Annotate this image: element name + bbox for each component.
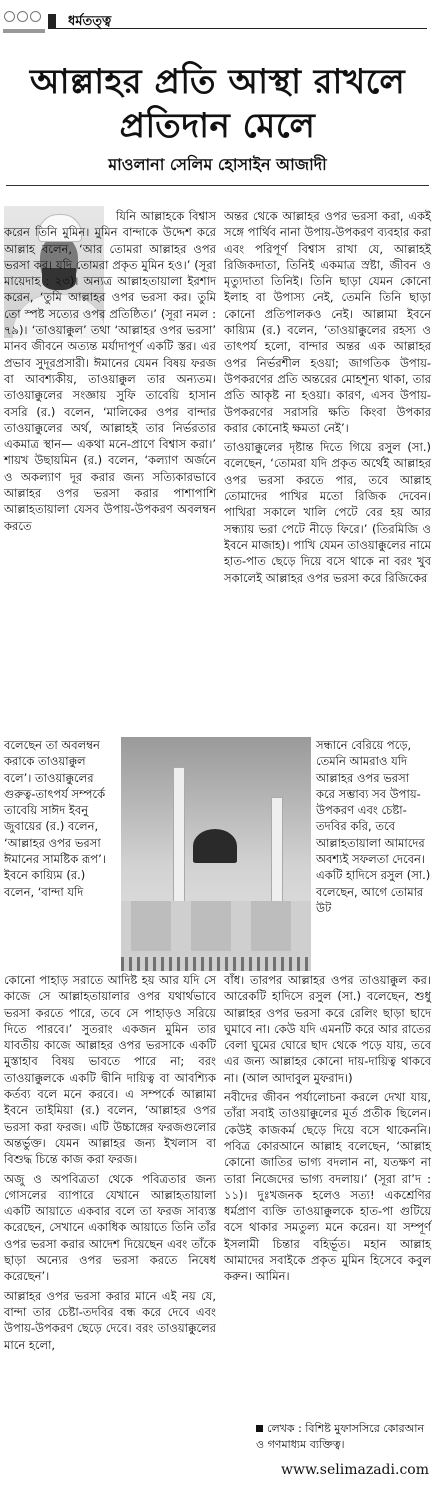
bullet-square-icon xyxy=(256,1425,263,1432)
newspaper-logo xyxy=(3,8,43,34)
mosque-photo xyxy=(121,737,311,971)
page-header xyxy=(0,0,435,40)
paragraph: অন্তর থেকে আল্লাহর ওপর ভরসা করা, একই সঙ্গে পার্থিব নানা উপায়-উপকরণ ব্যবহার করা এবং পরিপূর্ণ বিশ্বাস রাখা যে, আল্লাহই রিজিকদাতা, তিনিই একমাত্র স্রষ্টা, জীবন ও মৃত্যুদাতা তিনিই। তিনি ছাড়া যেমন কোনো ইলাহ বা উপাস্য নেই, তেমনি তিনি ছাড়া কোনো প্রতিপালকও নেই। আল্লামা ইবনে কায়্যিম (র.) বলেন, ‘তাওয়াক্কুলের রহস্য ও তাৎপর্য হলো, বান্দার অন্তর এক আল্লাহর ওপর নির্ভরশীল হওয়া; জাগতিক উপায়-উপকরণের প্রতি অন্তরের মোহশূন্য থাকা, তার প্রতি আকৃষ্ট না হওয়া। কারণ, এসব উপায়-উপকরণের সরাসরি ক্ষতি কিংবা উপকার করার কোনোই ক্ষমতা নেই’। xyxy=(224,209,431,435)
column-right-wrap: সন্ধানে বেরিয়ে পড়ে, তেমনি আমরাও যদি আল্লাহর ওপর ভরসা করে সম্ভাব্য সব উপায়-উপকরণ এবং চেষ্টা-তদবির করি, তবে আল্লাহতায়ালা আমাদের অবশ্যই সফলতা দেবেন। একটি হাদিসে রসুল (সা.) বলেছেন, আগে তোমার উট xyxy=(316,738,431,915)
paragraph-lead: যিনি আল্লাহকে বিশ্বাস করেন তিনি মুমিন। মুমিন বান্দাকে উদ্দেশ করে আল্লাহ বলেন, ‘আর তোমরা আল্লাহর ওপর ভরসা কর। যদি তোমরা প্রকৃত মুমিন হও।’ (সূরা মায়েদাহ : ২৩)। অন্যত্র আল্লাহতায়ালা ইরশাদ করেন, ‘তুমি আল্লাহর ওপর ভরসা কর। তুমি তো স্পষ্ট সত্যের ওপর প্রতিষ্ঠিত।’ (সূরা নমল : ৭৯)। ‘তাওয়াক্কুল’ তথা ‘আল্লাহর ওপর ভরসা’ মানব জীবনে অত্যন্ত মর্যাদাপূর্ণ একটি স্তর। এর প্রভাব সুদূরপ্রসারী। ঈমানের যেমন বিষয় ফরজ বা আবশ্যকীয়, তাওয়াক্কুল তার অন্যতম। তাওয়াক্কুলের সংজ্ঞায় সুফি তাবেয়ি হাসান বসরি (র.) বলেন, ‘মালিকের ওপর বান্দার তাওয়াক্কুলের অর্থ, আল্লাহই তার নির্ভরতার একমাত্র স্থান— একথা মনে-প্রাণে বিশ্বাস করা।’ শায়খ উছায়মিন (র.) বলেন, ‘কল্যাণ অর্জনে ও অকল্যাণ দূর করার জন্য সত্যিকারভাবে আল্লাহর ওপর ভরসা করার পাশাপাশি আল্লাহতায়ালা যেসব উপায়-উপকরণ অবলম্বন করতে xyxy=(4,209,216,533)
paragraph: আল্লাহর ওপর ভরসা করার মানে এই নয় যে, বান্দা তার চেষ্টা-তদবির বন্ধ করে দেবে এবং উপায়-উপকরণ ছেড়ে দেবে। বরং তাওয়াক্কুলের মানে হলো, xyxy=(4,1288,216,1352)
column-left xyxy=(4,208,216,537)
article-title: আল্লাহর প্রতি আস্থা রাখলে প্রতিদান মেলে xyxy=(29,62,406,146)
section-rule xyxy=(48,28,427,29)
title-divider xyxy=(6,185,429,186)
column-left-bottom xyxy=(4,972,216,1356)
paragraph: নবীদের জীবন পর্যালোচনা করলে দেখা যায়, তাঁরা সবাই তাওয়াক্কুলের মূর্ত প্রতীক ছিলেন। কেউই কাজকর্ম ছেড়ে দিয়ে বসে থাকেননি। পবিত্র কোরআনে আল্লাহ বলেছেন, ‘আল্লাহ কোনো জাতির ভাগ্য বদলান না, যতক্ষণ না তারা নিজেদের ভাগ্য বদলায়।’ (সূরা রা’দ : ১১)। দুঃখজনক হলেও সত্য! একশ্রেণির ধর্মপ্রাণ ব্যক্তি তাওয়াক্কুলকে হাত-পা গুটিয়ে বসে থাকার সমতুল্য মনে করেন। যা সম্পূর্ণ ইসলামী চিন্তার বহির্ভূত। মহান আল্লাহ আমাদের সবাইকে প্রকৃত মুমিন হিসেবে কবুল করুন। আমিন। xyxy=(224,1090,431,1284)
writer-note xyxy=(256,1421,432,1453)
paragraph: তাওয়াক্কুলের দৃষ্টান্ত দিতে গিয়ে রসুল (সা.) বলেছেন, ‘তোমরা যদি প্রকৃত অর্থেই আল্লাহর ওপর ভরসা করতে পার, তবে আল্লাহ তোমাদের পাখির মতো রিজিক দেবেন। পাখিরা সকালে খালি পেটে বের হয় আর সন্ধ্যায় ভরা পেটে নীড়ে ফিরে।’ (তিরমিজি ও ইবনে মাজাহ)। পাখি যেমন তাওয়াক্কুলের নামে হাত-পাত ছেড়ে দিয়ে বসে থাকে না বরং খুব সকালেই আল্লাহর ওপর ভরসা করে রিজিকের xyxy=(224,440,431,585)
paragraph: বাঁধ। তারপর আল্লাহর ওপর তাওয়াক্কুল কর। আরেকটি হাদিসে রসুল (সা.) বলেছেন, শুধু আল্লাহর ওপর ভরসা করে রেলিং ছাড়া ছাদে ঘুমাবে না। কেউ যদি এমনটি করে আর রাতের বেলা ঘুমের ঘোরে ছাদ থেকে পড়ে যায়, তবে এর জন্য আল্লাহর কোনো দায়-দায়িত্ব থাকবে না। (আল আদাবুল মুফরাদ।) xyxy=(224,973,431,1085)
column-right-bottom xyxy=(224,972,431,1288)
column-left-wrap: বলেছেন তা অবলম্বন করাকে তাওয়াক্কুল বলে’। তাওয়াক্কুলের গুরুত্ব-তাৎপর্য সম্পর্কে তাবেয়ি সাঈদ ইবনু জুবায়ের (র.) বলেন, ‘আল্লাহর ওপর ভরসা ঈমানের সামষ্টিক রূপ’। ইবনে কায়্যিম (র.) বলেন, ‘বান্দা যদি xyxy=(4,738,106,899)
section-marker xyxy=(48,14,56,28)
paragraph: অজু ও অপবিত্রতা থেকে পবিত্রতার জন্য গোসলের ব্যাপারে যেখানে আল্লাহতায়ালা একটি আয়াতে একবার বলে তা ফরজ সাব্যস্ত করেছেন, সেখানে একাধিক আয়াতে তিনি তাঁর ওপর ভরসা করার আদেশ দিয়েছেন এবং তাঁকে ছাড়া অন্যের ওপর ভরসা করতে নিষেধ করেছেন’। xyxy=(4,1171,216,1284)
column-right xyxy=(224,208,431,589)
author-name: মাওলানা সেলিম হোসাইন আজাদী xyxy=(108,155,327,174)
paragraph: কোনো পাহাড় সরাতে আদিষ্ট হয় আর যদি সে কাজে সে আল্লাহতায়ালার ওপর যথার্থভাবে ভরসা করতে পারে, তবে সে পাহাড়ও সরিয়ে দিতে পারবে।’ সুতরাং একজন মুমিন তার যাবতীয় কাজে আল্লাহর ওপর ভরসাকে একটি মুস্তাহাব বিষয় ভাবতে পারে না; বরং তাওয়াক্কুলকে একটি দ্বীনি দায়িত্ব বা আবশ্যিক কর্তব্য বলে মনে করবে। এ সম্পর্কে আল্লামা ইবনে তাইমিয়া (র.) বলেন, ‘আল্লাহর ওপর ভরসা করা ফরজ। এটি উচ্চাঙ্গের ফরজগুলোর অন্তর্ভুক্ত। যেমন আল্লাহর জন্য ইখলাস বা বিশুদ্ধ চিন্তে কাজ করা ফরজ। xyxy=(4,973,216,1167)
section-label: ধর্মতত্ত্ব xyxy=(68,14,112,29)
website-url[interactable]: www.selimazadi.com xyxy=(281,1462,429,1478)
writer-note-text: লেখক : বিশিষ্ট মুফাসসিরে কোরআন ও গণমাধ্যম ব্যক্তিত্ব। xyxy=(256,1422,425,1451)
